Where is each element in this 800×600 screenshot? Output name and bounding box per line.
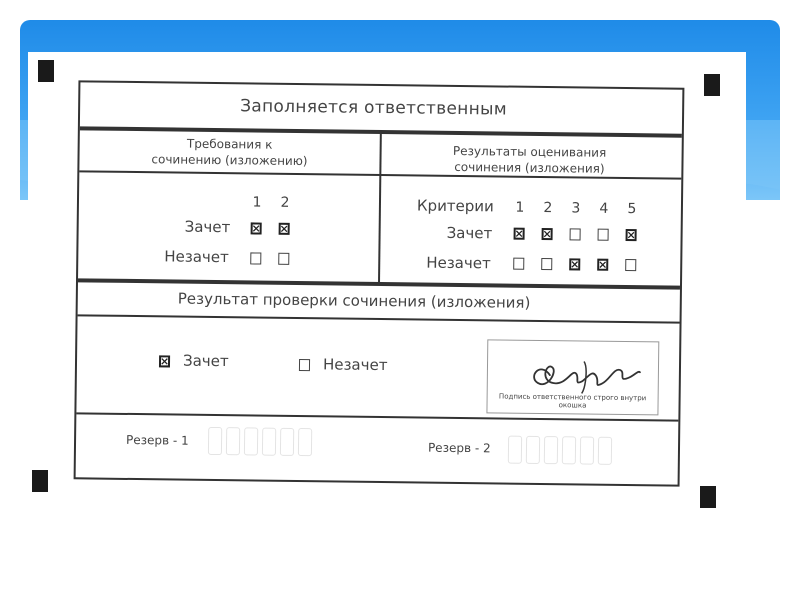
reserve-1-cell[interactable] bbox=[244, 427, 258, 455]
requirements-pass-label: Зачет bbox=[184, 217, 231, 237]
reserve-1-cell[interactable] bbox=[208, 427, 222, 455]
results-header-line1: Результаты оценивания bbox=[452, 143, 607, 160]
reserve-1-cell[interactable] bbox=[226, 427, 240, 455]
checkbox-cross-mark bbox=[571, 260, 578, 268]
requirement-1-fail-checkbox[interactable] bbox=[250, 252, 261, 264]
form-title: Заполняется ответственным bbox=[240, 96, 508, 120]
divider-check-header bbox=[78, 314, 680, 323]
criterion-4-pass-checkbox[interactable] bbox=[598, 229, 609, 241]
handwritten-signature bbox=[488, 346, 659, 398]
check-fail-label: Незачет bbox=[322, 355, 388, 375]
results-header-line2: сочинения (изложения) bbox=[454, 159, 605, 176]
requirements-header-line2: сочинению (изложению) bbox=[151, 152, 308, 169]
reserve-1-cell[interactable] bbox=[298, 428, 312, 456]
reserve-2-cell[interactable] bbox=[508, 436, 522, 464]
requirements-header-line1: Требования к bbox=[186, 136, 273, 152]
checkbox-cross-mark bbox=[281, 225, 288, 233]
signature-caption: Подпись ответственного строго внутри окошка bbox=[498, 392, 647, 410]
requirement-2-fail-checkbox[interactable] bbox=[278, 253, 289, 265]
results-pass-label: Зачет bbox=[446, 223, 493, 243]
requirement-number: 2 bbox=[280, 194, 290, 211]
corner-marker-top-left bbox=[38, 60, 54, 82]
criterion-number: 5 bbox=[627, 201, 637, 218]
criterion-2-pass-checkbox[interactable] bbox=[542, 228, 553, 240]
reserve-2-cell[interactable] bbox=[598, 437, 612, 465]
criterion-number: 4 bbox=[599, 200, 609, 217]
check-result-header: Результат проверки сочинения (изложения) bbox=[177, 289, 531, 312]
criterion-2-fail-checkbox[interactable] bbox=[541, 258, 552, 270]
criterion-1-pass-checkbox[interactable] bbox=[514, 228, 525, 240]
check-fail-checkbox[interactable] bbox=[299, 359, 310, 371]
scanned-form-sheet bbox=[28, 52, 746, 518]
criterion-4-fail-checkbox[interactable] bbox=[597, 259, 608, 271]
results-fail-label: Незачет bbox=[426, 253, 491, 273]
reserve-1-label: Резерв - 1 bbox=[125, 432, 189, 448]
corner-marker-bottom-left bbox=[32, 470, 48, 492]
check-pass-checkbox[interactable] bbox=[159, 355, 170, 367]
signature-box[interactable] bbox=[486, 339, 659, 415]
criterion-3-fail-checkbox[interactable] bbox=[569, 258, 580, 270]
corner-marker-top-right bbox=[704, 74, 720, 96]
criterion-1-fail-checkbox[interactable] bbox=[513, 258, 524, 270]
criterion-5-fail-checkbox[interactable] bbox=[625, 259, 636, 271]
requirement-2-pass-checkbox[interactable] bbox=[279, 223, 290, 235]
requirement-1-pass-checkbox[interactable] bbox=[251, 222, 262, 234]
criterion-number: 2 bbox=[543, 200, 553, 217]
requirements-fail-label: Незачет bbox=[164, 247, 229, 267]
reserve-2-label: Резерв - 2 bbox=[427, 440, 491, 456]
divider-vertical bbox=[378, 130, 382, 284]
reserve-1-cell[interactable] bbox=[280, 428, 294, 456]
criterion-number: 3 bbox=[571, 200, 581, 217]
criterion-5-pass-checkbox[interactable] bbox=[626, 229, 637, 241]
checkbox-cross-mark bbox=[253, 224, 260, 232]
checkbox-cross-mark bbox=[628, 231, 635, 239]
reserve-2-cell[interactable] bbox=[562, 436, 576, 464]
reserve-2-cell[interactable] bbox=[544, 436, 558, 464]
assessment-form bbox=[74, 80, 685, 486]
criterion-number: 1 bbox=[515, 199, 525, 216]
requirement-number: 1 bbox=[252, 194, 262, 211]
results-header bbox=[429, 143, 629, 177]
checkbox-cross-mark bbox=[544, 230, 551, 238]
checkbox-cross-mark bbox=[599, 261, 606, 269]
criteria-label: Критерии bbox=[416, 196, 494, 216]
check-pass-label: Зачет bbox=[182, 351, 229, 371]
requirements-header bbox=[139, 135, 319, 169]
reserve-2-cell[interactable] bbox=[580, 436, 594, 464]
reserve-2-cell[interactable] bbox=[526, 436, 540, 464]
corner-marker-bottom-right bbox=[700, 486, 716, 508]
checkbox-cross-mark bbox=[516, 230, 523, 238]
reserve-1-cell[interactable] bbox=[262, 428, 276, 456]
criterion-3-pass-checkbox[interactable] bbox=[570, 228, 581, 240]
checkbox-cross-mark bbox=[161, 357, 168, 365]
